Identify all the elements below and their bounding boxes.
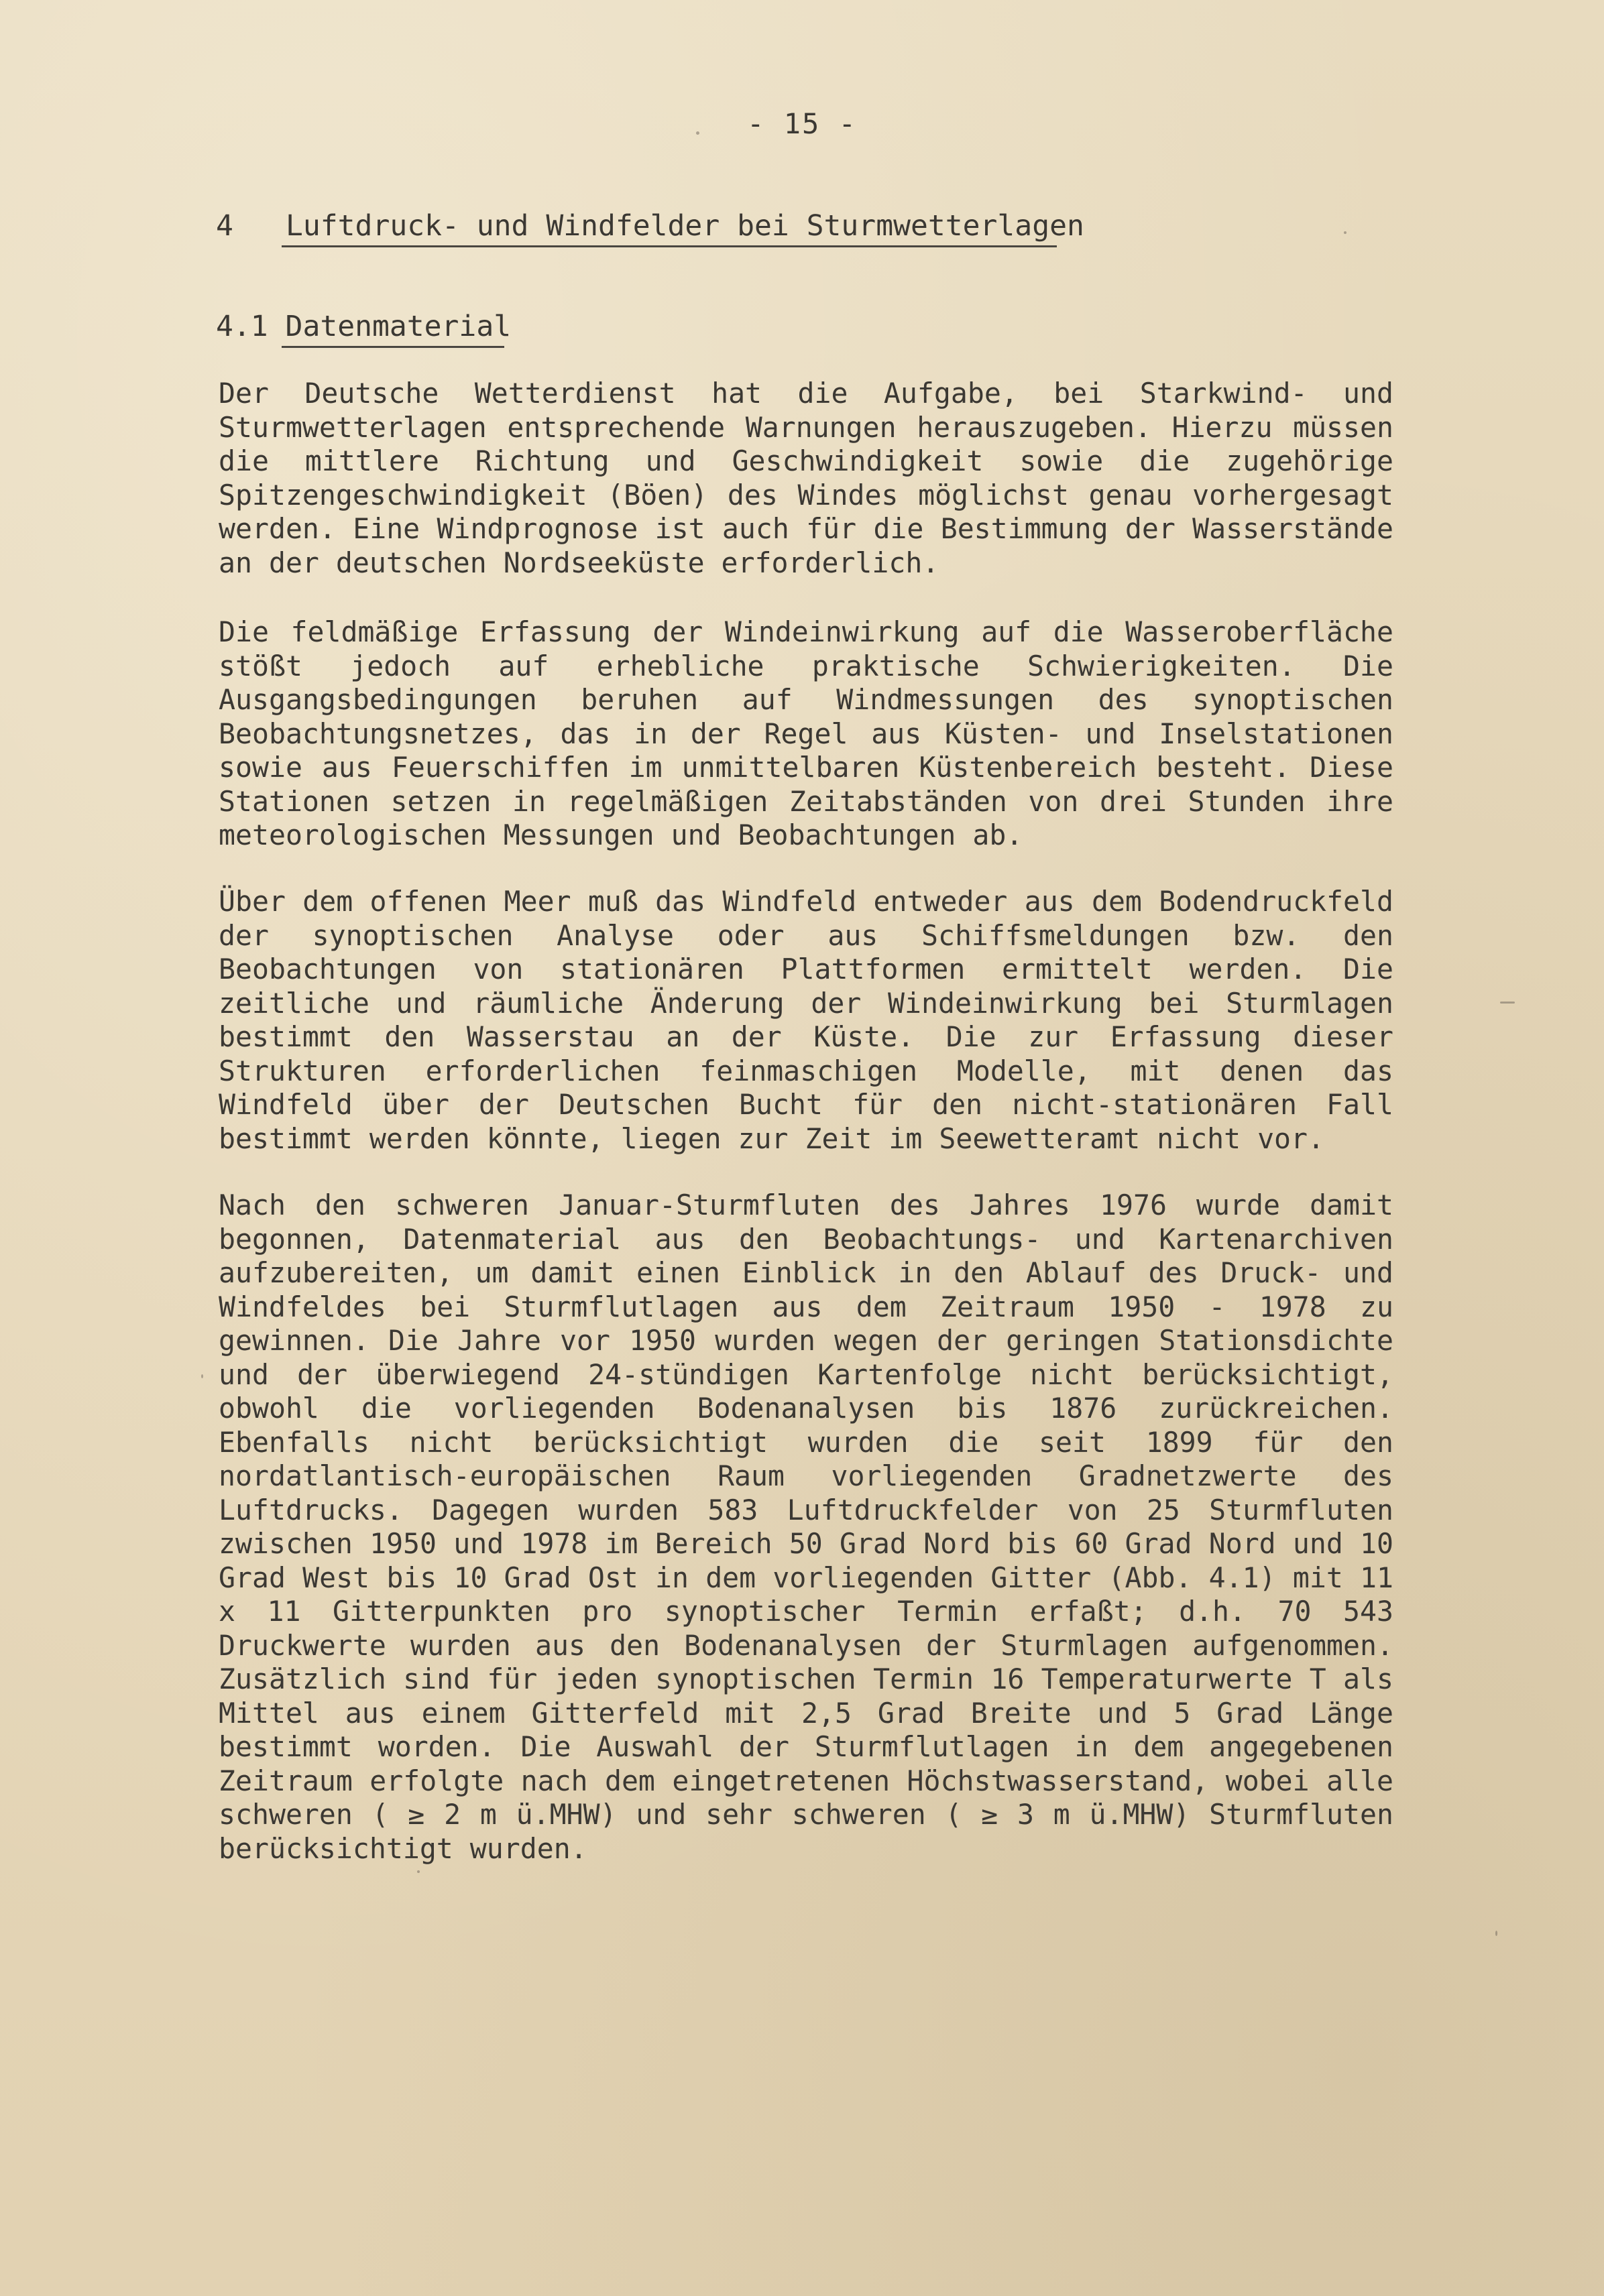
paper-speck bbox=[1500, 1002, 1515, 1004]
paper-speck bbox=[696, 131, 699, 135]
subsection-heading-underline bbox=[282, 346, 504, 348]
paper-speck bbox=[417, 1870, 420, 1873]
paragraph-text: Nach den schweren Januar-Sturmfluten des Jahres 1976 wurde damit begonnen, Datenmaterial aus den Beobachtungs- und Kartenarchiven aufzubereiten, um damit einen Einblick in den Ablauf des Druck- und Windfeldes bei Sturmflutlagen aus dem Zeitraum 1950 - 1978 zu gewinnen. Die Jahre vor 1950 wurden wegen der geringen Stationsdichte und der überwiegend 24-stündigen Kartenfolge nicht berücksichtigt, obwohl die vorliegenden Bodenanalysen bis 1876 zurückreichen. Ebenfalls nicht berücksichtigt wurden die seit 1899 für den nordatlantisch-europäischen Raum vorliegenden Gradnetzwerte des Luftdrucks. Dagegen wurden 583 Luftdruckfelder von 25 Sturmfluten zwischen 1950 und 1978 im Bereich 50 Grad Nord bis 60 Grad Nord und 10 Grad West bis 10 Grad Ost in dem vorliegenden Gitter (Abb. 4.1) mit 11 x 11 Gitterpunkten pro synoptischer Termin erfaßt; d.h. 70 543 Druckwerte wurden aus den Bodenanalysen der Sturmlagen aufgenommen. Zusätzlich sind für jeden synoptischen Termin 16 Temperaturwerte T als Mittel aus einem Gitterfeld mit 2,5 Grad Breite und 5 Grad Länge bestimmt worden. Die Auswahl der Sturmflutlagen in dem angegebenen Zeitraum erfolgte nach dem eingetretenen Höchstwasserstand, wobei alle schweren ( ≥ 2 m ü.MHW) und sehr schweren ( ≥ 3 m ü.MHW) Sturmfluten berücksichtigt wurden. bbox=[219, 1189, 1393, 1865]
paragraph-text: Der Deutsche Wetterdienst hat die Aufgabe, bei Starkwind- und Sturmwetterlagen entsprechende Warnungen herauszugeben. Hierzu müssen die mittlere Richtung und Geschwindigkeit sowie die zugehörige Spitzengeschwindigkeit (Böen) des Windes möglichst genau vorhergesagt werden. Eine Windprognose ist auch für die Bestimmung der Wasserstände an der deutschen Nordseeküste erforderlich. bbox=[219, 377, 1393, 579]
section-heading bbox=[216, 209, 1084, 243]
paragraph-3 bbox=[219, 885, 1393, 1156]
section-number: 4 bbox=[216, 209, 233, 243]
section-title: Luftdruck- und Windfelder bei Sturmwetterlagen bbox=[286, 209, 1084, 243]
paper-speck bbox=[1344, 231, 1347, 234]
paragraph-text: Über dem offenen Meer muß das Windfeld entweder aus dem Bodendruckfeld der synoptischen Analyse oder aus Schiffsmeldungen bzw. den Beobachtungen von stationären Plattformen ermittelt werden. Die zeitliche und räumliche Änderung der Windeinwirkung bei Sturmlagen bestimmt den Wasserstau an der Küste. Die zur Erfassung dieser Strukturen erforderlichen feinmaschigen Modelle, mit denen das Windfeld über der Deutschen Bucht für den nicht-stationären Fall bestimmt werden könnte, liegen zur Zeit im Seewetteramt nicht vor. bbox=[219, 885, 1393, 1155]
paragraph-1 bbox=[219, 377, 1393, 580]
page-number: - 15 - bbox=[747, 107, 857, 140]
subsection-heading: 4.1 Datenmaterial bbox=[216, 310, 512, 343]
paper-speck bbox=[201, 1374, 203, 1378]
paragraph-text: Die feldmäßige Erfassung der Windeinwirkung auf die Wasseroberfläche stößt jedoch auf erhebliche praktische Schwierigkeiten. Die Ausgangsbedingungen beruhen auf Windmessungen des synoptischen Beobachtungsnetzes, das in der Regel aus Küsten- und Inselstationen sowie aus Feuerschiffen im unmittelbaren Küstenbereich besteht. Diese Stationen setzen in regelmäßigen Zeitabständen von drei Stunden ihre meteorologischen Messungen und Beobachtungen ab. bbox=[219, 615, 1393, 851]
section-heading-underline bbox=[282, 245, 1057, 247]
paragraph-2 bbox=[219, 615, 1393, 853]
paragraph-4 bbox=[219, 1189, 1393, 1866]
paper-speck bbox=[1495, 1931, 1497, 1936]
